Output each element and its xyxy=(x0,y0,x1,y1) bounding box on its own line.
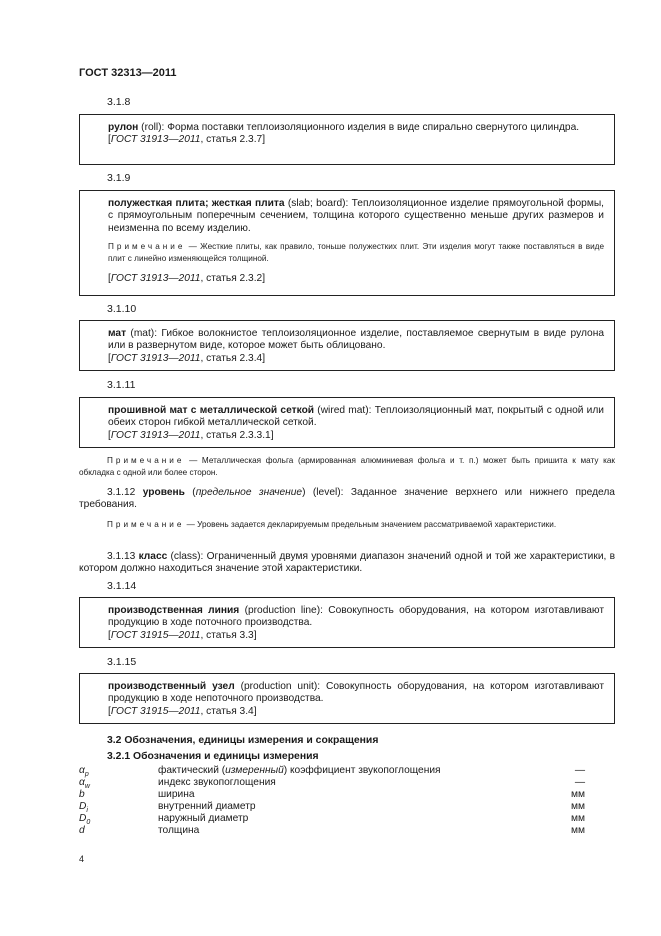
note xyxy=(79,455,615,480)
symbol-unit: мм xyxy=(570,789,585,800)
source-ref: [ГОСТ 31913—2011, статья 2.3.7] xyxy=(108,134,266,146)
symbol-row xyxy=(79,777,585,789)
source-ref: [ГОСТ 31915—2011, статья 3.4] xyxy=(108,705,257,717)
clause-number: 3.1.14 xyxy=(107,580,137,592)
clause-number: 3.1.8 xyxy=(107,96,131,108)
clause-number: 3.1.15 xyxy=(107,656,137,668)
term-box xyxy=(79,597,615,648)
definition: (wired mat): Теплоизоляционный мат, покрытый с одной или обеих сторон гибкой металлической сеткой. xyxy=(108,405,604,429)
source-doc: ГОСТ 31913—2011 xyxy=(110,134,201,146)
source-doc: ГОСТ 31913—2011 xyxy=(110,273,201,285)
source-article: , статья 3.4] xyxy=(200,705,257,717)
source-article: , статья 2.3.4] xyxy=(200,352,266,364)
note xyxy=(108,241,604,265)
clause-paragraph xyxy=(79,551,615,576)
clause-number: 3.1.11 xyxy=(107,379,136,391)
note-text: — Металлическая фольга (армированная алюминиевая фольга и т. п.) может быть пришита к мату как обкладка с одной или более сторон. xyxy=(79,456,615,478)
clause-paragraph: 3.1.12 уровень (предельное значение) (level): Заданное значение верхнего или нижнего предела требования. xyxy=(79,487,615,511)
symbol-unit: мм xyxy=(570,825,585,836)
symbol-description: внутренний диаметр xyxy=(158,801,256,812)
note-text: — Уровень задается декларируемым предельным значением рассматриваемой характеристики. xyxy=(184,520,557,529)
term-synonym: предельное значение xyxy=(195,487,303,498)
source-ref: [ГОСТ 31913—2011, статья 2.3.3.1] xyxy=(108,429,274,441)
definition: (class): Ограниченный двумя уровнями диапазон значений одной и той же характеристики, в котором должно находиться значение этой характеристики. xyxy=(79,551,615,575)
term: прошивной мат с металлической сеткой xyxy=(108,405,315,416)
description-text: фактический ( xyxy=(158,765,226,776)
term-box xyxy=(79,320,615,371)
term: полужесткая плита; жесткая плита xyxy=(108,198,285,209)
definition: (mat): Гибкое волокнистое теплоизоляционное изделие, поставляемое свернутым в виде рулона или в развернутом виде, которое может быть облицовано. xyxy=(108,328,604,352)
source-article: , статья 2.3.3.1] xyxy=(200,429,274,441)
description-text: ) коэффициент звукопоглощения xyxy=(283,765,441,776)
definition: (level): Заданное значение верхнего или нижнего предела требования. xyxy=(79,487,615,511)
clause-number: 3.1.12 xyxy=(107,487,136,498)
symbol-description: ширина xyxy=(158,789,195,800)
symbol-description xyxy=(158,765,441,777)
term: класс xyxy=(138,551,168,562)
source-doc: ГОСТ 31913—2011 xyxy=(110,352,201,364)
term: производственный узел xyxy=(108,681,235,692)
source-doc: ГОСТ 31913—2011 xyxy=(110,429,201,441)
source-ref: [ГОСТ 31913—2011, статья 2.3.2] xyxy=(108,273,266,285)
symbol-subscript: i xyxy=(86,807,88,815)
symbol-row xyxy=(79,813,585,825)
definition: (production unit): Совокупность оборудования, на котором изготавливают продукцию в ходе непоточного производства. xyxy=(108,681,604,705)
symbol-row xyxy=(79,789,585,801)
symbol-row xyxy=(79,801,585,813)
clause-number: 3.1.10 xyxy=(107,303,137,315)
term: производственная линия xyxy=(108,605,240,616)
source-article: , статья 2.3.7] xyxy=(200,134,266,146)
symbol-unit: мм xyxy=(570,801,585,812)
description-italic: измеренный xyxy=(225,765,284,776)
symbol-description: индекс звукопоглощения xyxy=(158,777,276,788)
term: мат xyxy=(108,328,127,339)
symbol-subscript: 0 xyxy=(86,819,91,827)
symbol-subscript: w xyxy=(84,783,90,791)
note-label: Примечание xyxy=(107,520,185,529)
symbol-letter: α xyxy=(79,765,85,776)
source-article: , статья 2.3.2] xyxy=(200,273,266,285)
term: рулон xyxy=(108,122,139,133)
definition: (roll): Форма поставки теплоизоляционного изделия в виде спирально свернутого цилиндра. xyxy=(138,122,580,133)
definition: (slab; board): Теплоизоляционное изделие прямоугольной формы, с прямоугольным поперечным сечением, толщина которого существенно меньше других размеров и неизменна по всему изделию. xyxy=(108,198,604,234)
symbol-unit: — xyxy=(574,765,585,776)
term-box xyxy=(79,190,615,296)
source-article: , статья 3.3] xyxy=(200,629,257,641)
symbol: d xyxy=(79,825,85,836)
page-number: 4 xyxy=(79,854,85,864)
symbol-letter: D xyxy=(79,801,87,812)
symbol-subscript: p xyxy=(84,771,89,779)
source-doc: ГОСТ 31915—2011 xyxy=(110,629,201,641)
symbol-description: толщина xyxy=(158,825,200,836)
symbol-row xyxy=(79,825,585,837)
symbol-unit: — xyxy=(574,777,585,788)
term-box xyxy=(79,673,615,724)
section-heading: 3.2 Обозначения, единицы измерения и сокращения xyxy=(107,735,379,746)
symbol: b xyxy=(79,789,85,800)
document-header: ГОСТ 32313—2011 xyxy=(79,67,177,79)
subsection-heading: 3.2.1 Обозначения и единицы измерения xyxy=(107,751,319,762)
symbol-row xyxy=(79,765,585,777)
source-doc: ГОСТ 31915—2011 xyxy=(110,705,201,717)
symbol-letter: α xyxy=(79,777,85,788)
clause-number: 3.1.13 xyxy=(107,551,136,562)
symbol-description: наружный диаметр xyxy=(158,813,249,824)
symbol-unit: мм xyxy=(570,813,585,824)
source-ref: [ГОСТ 31913—2011, статья 2.3.4] xyxy=(108,352,266,364)
symbol-letter: D xyxy=(79,813,87,824)
source-ref: [ГОСТ 31915—2011, статья 3.3] xyxy=(108,629,257,641)
note-label: Примечание xyxy=(108,242,186,252)
term-box xyxy=(79,397,615,448)
term: уровень xyxy=(142,487,185,498)
note-label: Примечание xyxy=(107,456,185,465)
clause-number: 3.1.9 xyxy=(107,172,131,184)
definition: (production line): Совокупность оборудования, на котором изготавливают продукцию в ходе поточного производства. xyxy=(108,605,604,629)
term-box xyxy=(79,114,615,165)
note-text: — Жесткие плиты, как правило, тоньше полужестких плит. Эти изделия могут также поставляться в виде плит с линейно изменяющейся толщиной. xyxy=(108,242,604,264)
note xyxy=(79,519,615,531)
